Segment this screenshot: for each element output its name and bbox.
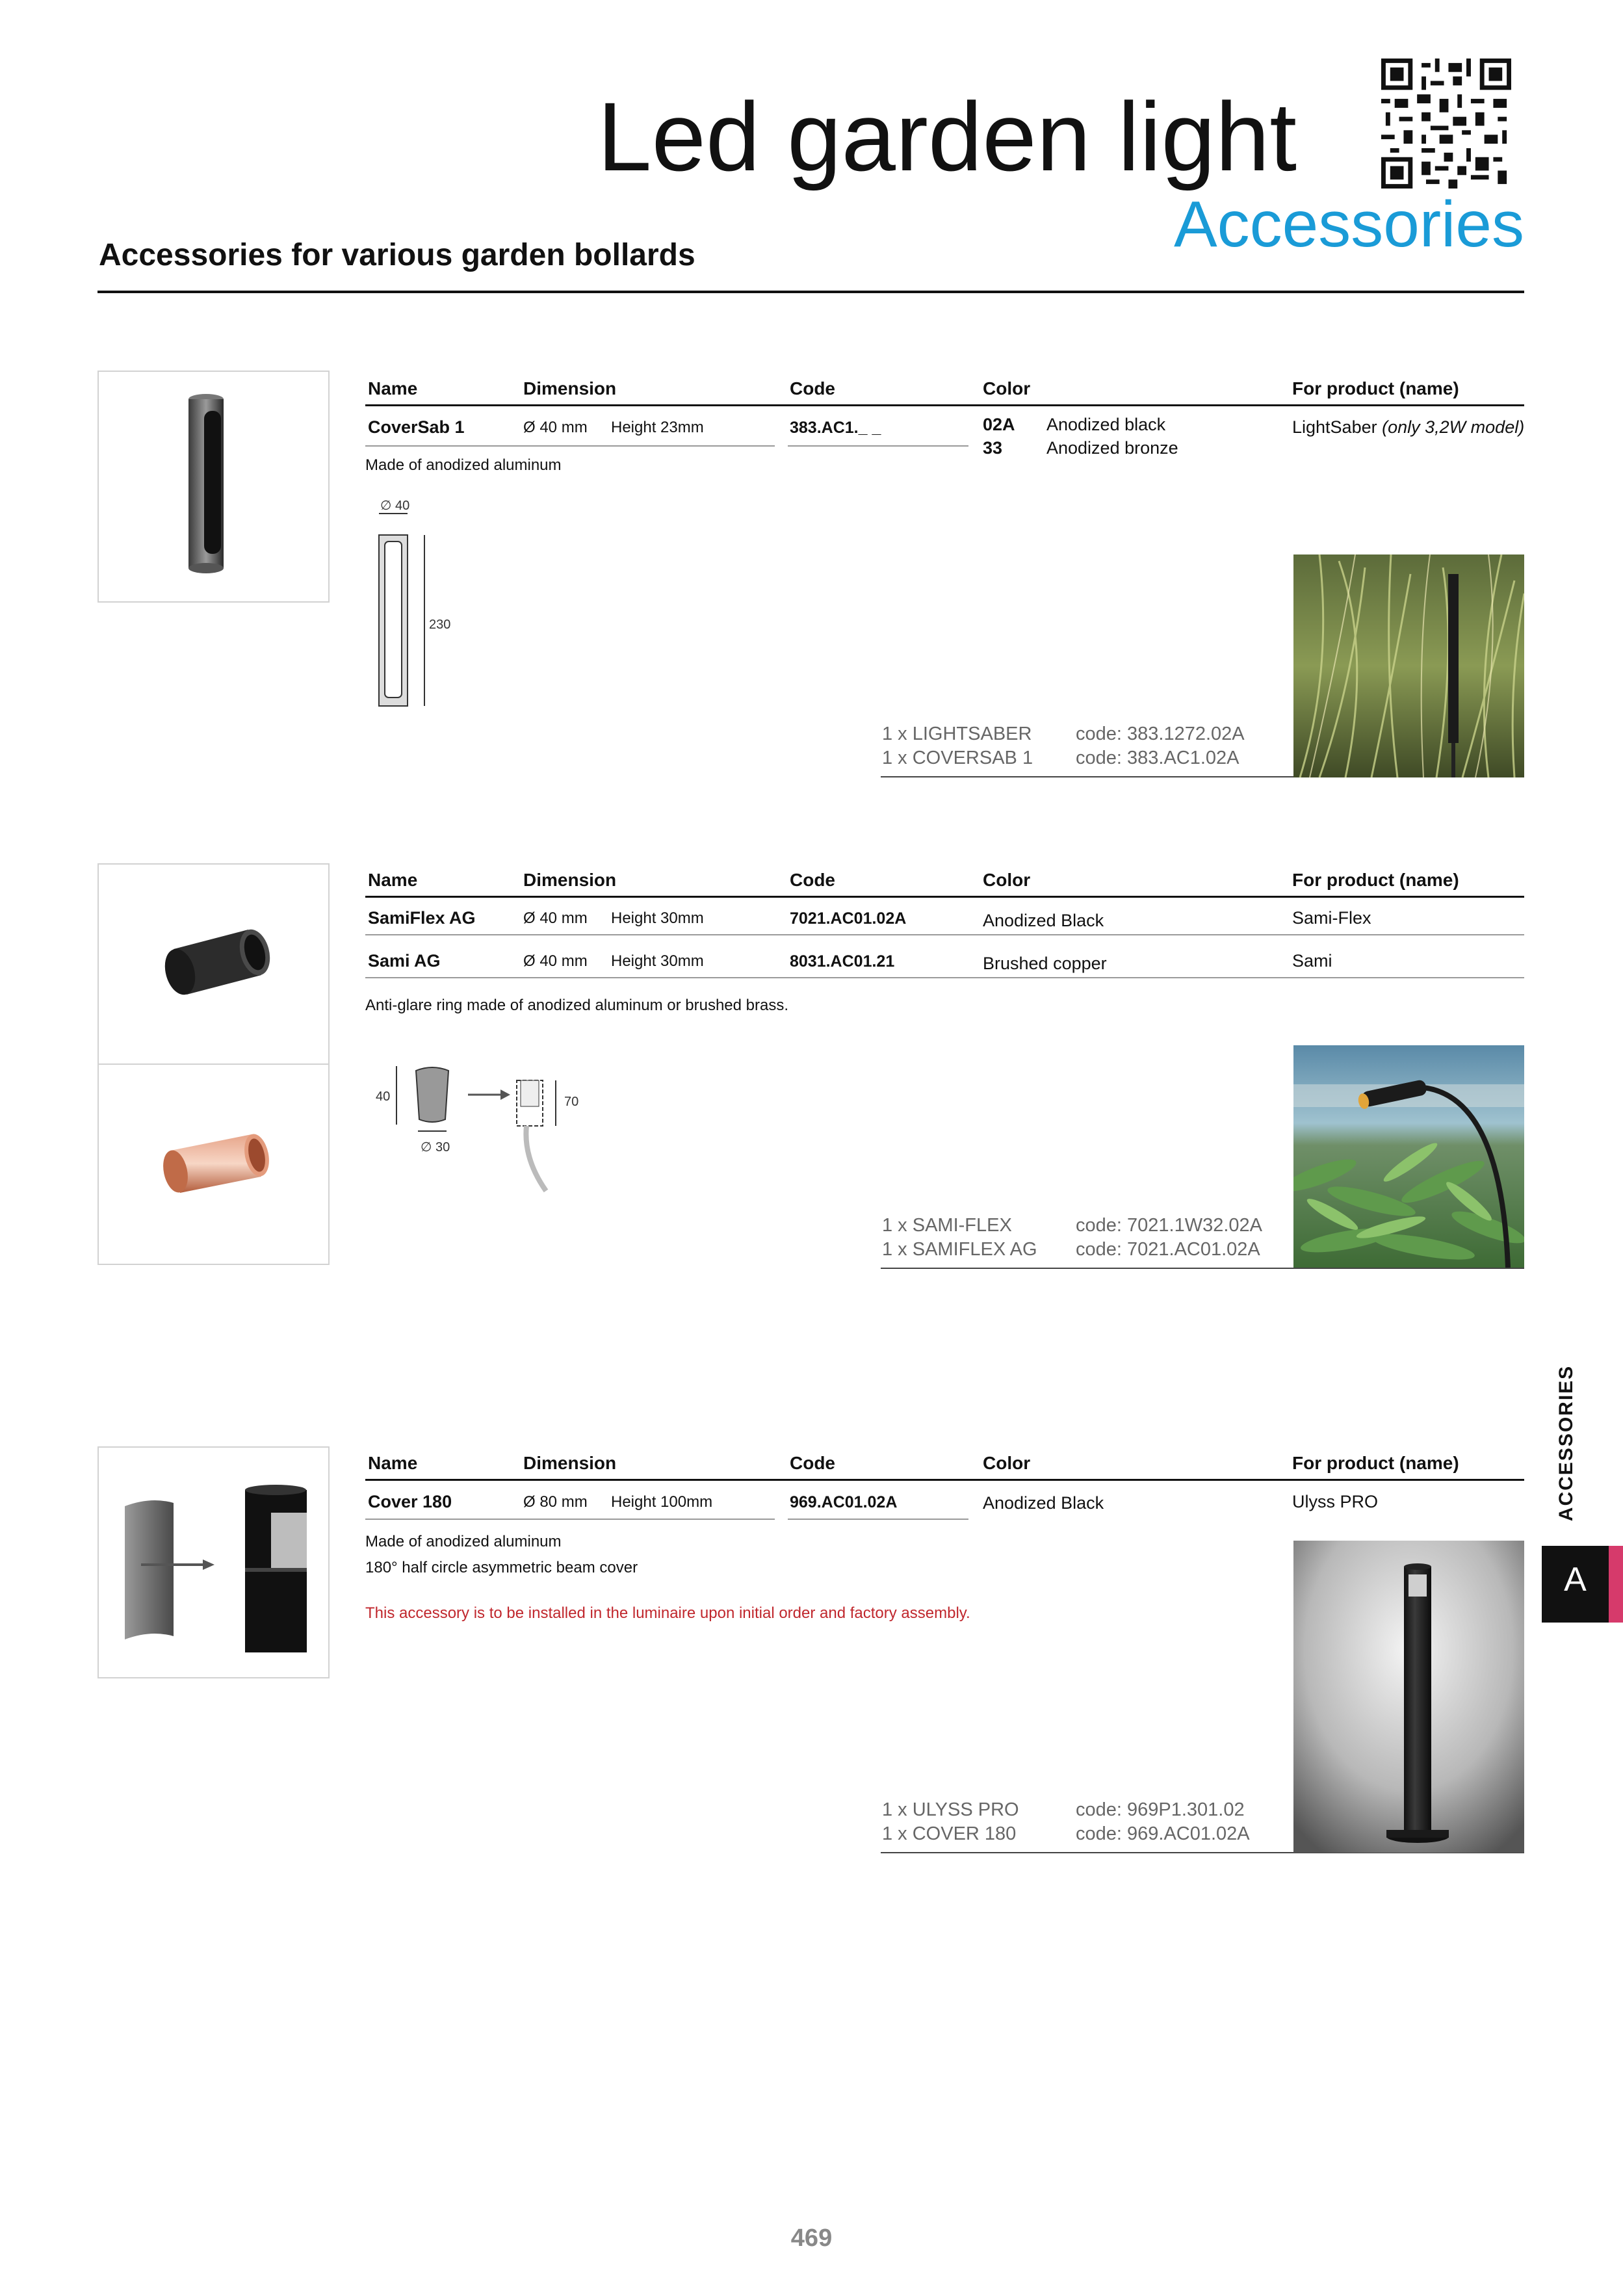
kit-item: 1 x LIGHTSABER [882, 724, 1032, 744]
qr-code-icon [1381, 59, 1511, 189]
page-subtitle: Accessories [1173, 188, 1524, 261]
kit-code: code: 383.1272.02A [1076, 724, 1245, 744]
row-rule [365, 445, 775, 447]
product-thumbnail-sami [97, 863, 330, 1265]
color-name: Anodized black [1046, 415, 1166, 434]
page-title: Led garden light [597, 82, 1297, 191]
product-diameter: Ø 80 mm [523, 1493, 588, 1511]
for-product: Sami [1292, 951, 1332, 971]
row-rule [788, 1519, 968, 1520]
kit-code: code: 969P1.301.02 [1076, 1799, 1245, 1820]
row-rule [365, 977, 1524, 978]
section-heading: Accessories for various garden bollards [99, 238, 695, 272]
for-product-name: LightSaber [1292, 417, 1377, 437]
kit-item: 1 x COVER 180 [882, 1823, 1017, 1844]
product-height: Height 100mm [611, 1493, 713, 1511]
drawing-total-label: 70 [564, 1095, 579, 1109]
header-code: Code [790, 1453, 835, 1473]
section-tab-a [1542, 1546, 1623, 1623]
header-color: Color [983, 378, 1031, 398]
product-color: Anodized Black [983, 911, 1104, 930]
coversab-drawing [374, 512, 426, 714]
color-code: 02A [983, 415, 1015, 434]
table-header-rule [365, 1479, 1524, 1481]
header-dimension: Dimension [523, 1453, 617, 1473]
for-product: Sami-Flex [1292, 908, 1371, 928]
product-name: Cover 180 [368, 1492, 452, 1511]
header-for-product: For product (name) [1292, 870, 1459, 890]
beam-note: 180° half circle asymmetric beam cover [365, 1559, 638, 1576]
color-name: Anodized bronze [1046, 438, 1178, 458]
table-header-rule [365, 404, 1524, 406]
kit-item: 1 x SAMI-FLEX [882, 1215, 1012, 1236]
section-tab-letter: A [1564, 1561, 1587, 1598]
product-thumbnail-coversab [97, 371, 330, 603]
product-diameter: Ø 40 mm [523, 419, 588, 436]
header-dimension: Dimension [523, 378, 617, 398]
sami-flex-fern-photo [1293, 1045, 1524, 1268]
drawing-diameter-label: ∅ 30 [421, 1140, 450, 1155]
table-header-rule [365, 896, 1524, 898]
header-name: Name [368, 378, 418, 398]
for-product: Ulyss PRO [1292, 1492, 1379, 1511]
product-diameter: Ø 40 mm [523, 909, 588, 927]
kit-item: 1 x COVERSAB 1 [882, 748, 1033, 768]
kit-code: code: 969.AC01.02A [1076, 1823, 1250, 1844]
product-thumbnail-cover180 [97, 1446, 330, 1678]
drawing-height-label: 40 [376, 1089, 391, 1104]
color-code: 33 [983, 438, 1003, 458]
drawing-diameter-label: ∅ 40 [380, 499, 410, 513]
row-rule [365, 934, 1524, 935]
product-code: 383.AC1._ _ [790, 419, 881, 437]
anti-glare-rings-icon [99, 865, 328, 1264]
kit-code: code: 7021.1W32.02A [1076, 1215, 1262, 1236]
product-height: Height 23mm [611, 419, 704, 436]
product-height: Height 30mm [611, 909, 704, 927]
section-tab-accent [1609, 1546, 1623, 1623]
factory-assembly-warning: This accessory is to be installed in the luminaire upon initial order and factory assembly. [365, 1604, 970, 1622]
product-code: 7021.AC01.02A [790, 909, 907, 928]
ulyss-pro-bollard-photo [1293, 1541, 1524, 1853]
header-code: Code [790, 870, 835, 890]
cover180-assembly-icon [99, 1448, 328, 1677]
product-color: Brushed copper [983, 954, 1107, 973]
header-for-product: For product (name) [1292, 1453, 1459, 1473]
product-name: Sami AG [368, 951, 441, 971]
product-code: 969.AC01.02A [790, 1493, 898, 1511]
kit-item: 1 x ULYSS PRO [882, 1799, 1019, 1820]
material-note: Made of anodized aluminum [365, 1533, 562, 1550]
header-code: Code [790, 378, 835, 398]
material-note: Made of anodized aluminum [365, 456, 562, 474]
sami-ring-drawing [393, 1061, 582, 1197]
side-section-label: ACCESSORIES [1555, 1364, 1577, 1522]
for-product-note: (only 3,2W model) [1382, 417, 1525, 437]
header-color: Color [983, 1453, 1031, 1473]
product-color: Anodized Black [983, 1493, 1104, 1513]
kit-item: 1 x SAMIFLEX AG [882, 1239, 1037, 1260]
coversab-tube-icon [99, 372, 328, 601]
product-code: 8031.AC01.21 [790, 952, 895, 971]
product-diameter: Ø 40 mm [523, 952, 588, 970]
drawing-height-label: 230 [429, 618, 451, 632]
material-note: Anti-glare ring made of anodized aluminum or brushed brass. [365, 997, 789, 1014]
lightsaber-grass-photo [1293, 554, 1524, 777]
page-number: 469 [790, 2224, 833, 2252]
product-name: CoverSab 1 [368, 417, 465, 437]
header-for-product: For product (name) [1292, 378, 1459, 398]
header-name: Name [368, 1453, 418, 1473]
kit-rule [881, 1268, 1524, 1269]
row-rule [365, 1519, 775, 1520]
header-divider [97, 291, 1524, 293]
header-name: Name [368, 870, 418, 890]
product-height: Height 30mm [611, 952, 704, 970]
header-color: Color [983, 870, 1031, 890]
header-dimension: Dimension [523, 870, 617, 890]
row-rule [788, 445, 968, 447]
product-name: SamiFlex AG [368, 908, 476, 928]
kit-code: code: 7021.AC01.02A [1076, 1239, 1260, 1260]
kit-code: code: 383.AC1.02A [1076, 748, 1240, 768]
for-product [1292, 417, 1524, 437]
